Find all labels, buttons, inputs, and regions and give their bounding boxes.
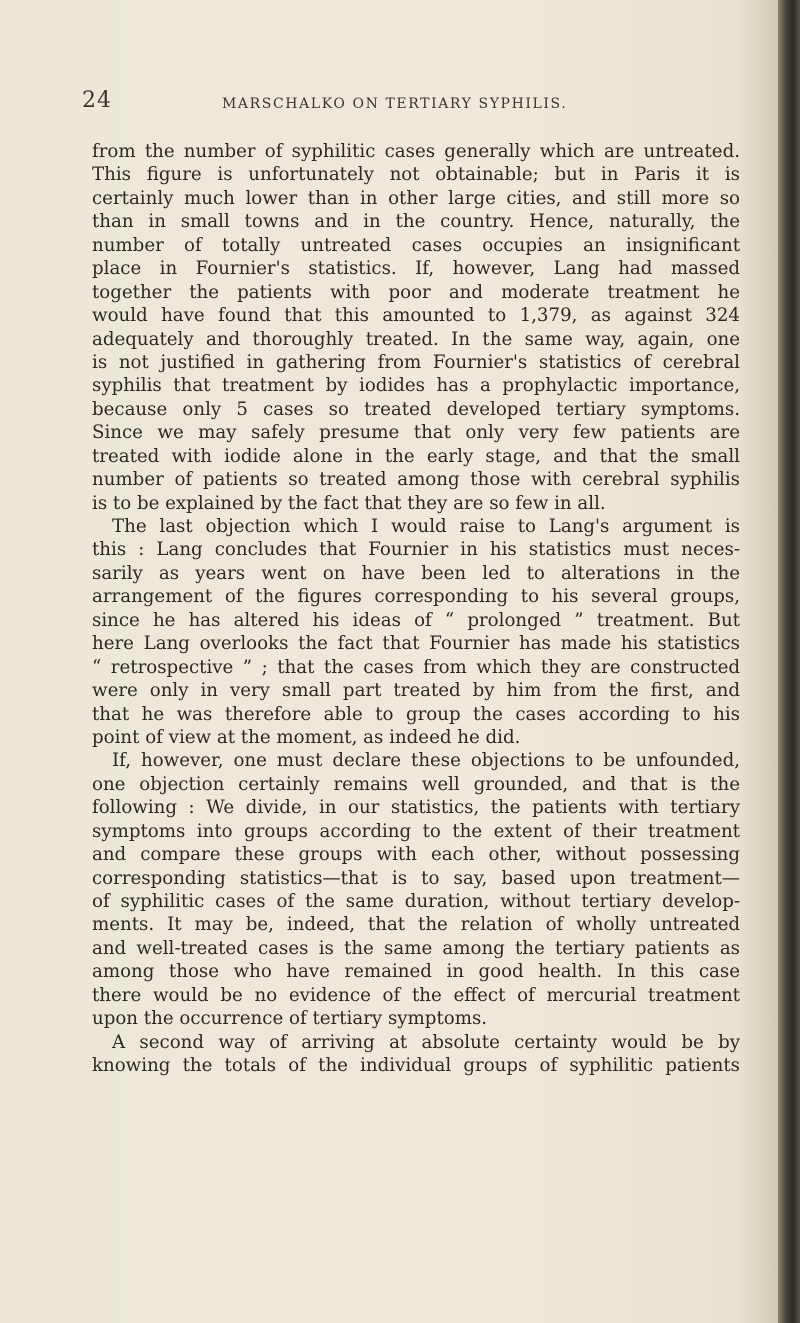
text-line: here Lang overlooks the fact that Fournier has made his statistics — [92, 633, 740, 655]
text-line: adequately and thoroughly treated. In the same way, again, one — [92, 328, 740, 350]
text-line: is to be explained by the fact that they are so few in all. — [92, 492, 606, 514]
text-line: upon the occurrence of tertiary symptoms. — [92, 1008, 488, 1030]
text-line: this : Lang concludes that Fournier in his statistics must neces- — [92, 539, 740, 561]
text-line: together the patients with poor and moderate treatment he — [92, 281, 740, 303]
text-line: would have found that this amounted to 1,379, as against 324 — [92, 305, 740, 327]
text-line: arrangement of the figures corresponding to his several groups, — [92, 586, 740, 608]
text-line: The last objection which I would raise to Lang's argument is — [112, 516, 740, 537]
text-line: and well-treated cases is the same among the tertiary patients as — [92, 937, 740, 959]
text-line: one objection certainly remains well grounded, and that is the — [92, 773, 740, 795]
text-line: If, however, one must declare these objections to be unfounded, — [112, 750, 740, 772]
text-line: symptoms into groups according to the extent of their treatment — [92, 820, 740, 842]
text-line: certainly much lower than in other large cities, and still more so — [92, 187, 740, 209]
text-line: there would be no evidence of the effect of mercurial treatment — [92, 984, 740, 1006]
text-line: and compare these groups with each other, without possessing — [92, 844, 740, 866]
text-line: number of totally untreated cases occupies an insignificant — [92, 234, 740, 256]
text-line: “ retrospective ” ; that the cases from which they are constructed — [92, 656, 740, 678]
running-head: MARSCHALKO ON TERTIARY SYPHILIS. — [222, 96, 568, 112]
text-line: Since we may safely presume that only very few patients are — [92, 422, 740, 444]
text-line: This figure is unfortunately not obtainable; but in Paris it is — [92, 164, 740, 186]
text-line: sarily as years went on have been led to alterations in the — [92, 562, 740, 584]
text-line: treated with iodide alone in the early stage, and that the small — [92, 445, 740, 467]
text-line: corresponding statistics—that is to say, based upon treatment— — [92, 867, 740, 889]
text-line: ments. It may be, indeed, that the relation of wholly untreated — [92, 914, 740, 936]
page-number: 24 — [82, 88, 112, 113]
text-line: from the number of syphilitic cases generally which are untreated. — [92, 141, 740, 162]
text-line: were only in very small part treated by him from the first, and — [92, 680, 740, 702]
text-line: is not justified in gathering from Fournier's statistics of cerebral — [92, 351, 740, 373]
text-line: number of patients so treated among those with cerebral syphilis — [92, 469, 740, 491]
text-line: following : We divide, in our statistics, the patients with tertiary — [92, 797, 740, 819]
text-line: A second way of arriving at absolute certainty would be by — [112, 1031, 740, 1053]
text-line: since he has altered his ideas of “ prolonged ” treatment. But — [92, 609, 740, 631]
book-spine-edge — [778, 0, 800, 1323]
text-line: because only 5 cases so treated developed tertiary symptoms. — [92, 398, 740, 420]
text-line: that he was therefore able to group the cases according to his — [92, 703, 740, 725]
text-line: place in Fournier's statistics. If, however, Lang had massed — [92, 258, 740, 280]
text-line: among those who have remained in good health. In this case — [92, 961, 740, 983]
body-text — [92, 140, 740, 1078]
text-line: than in small towns and in the country. Hence, naturally, the — [92, 211, 740, 233]
text-line: of syphilitic cases of the same duration, without tertiary develop- — [92, 891, 740, 912]
text-line: point of view at the moment, as indeed he did. — [92, 726, 521, 748]
text-line: syphilis that treatment by iodides has a prophylactic importance, — [92, 375, 740, 397]
text-line: knowing the totals of the individual groups of syphilitic patients — [92, 1055, 740, 1077]
